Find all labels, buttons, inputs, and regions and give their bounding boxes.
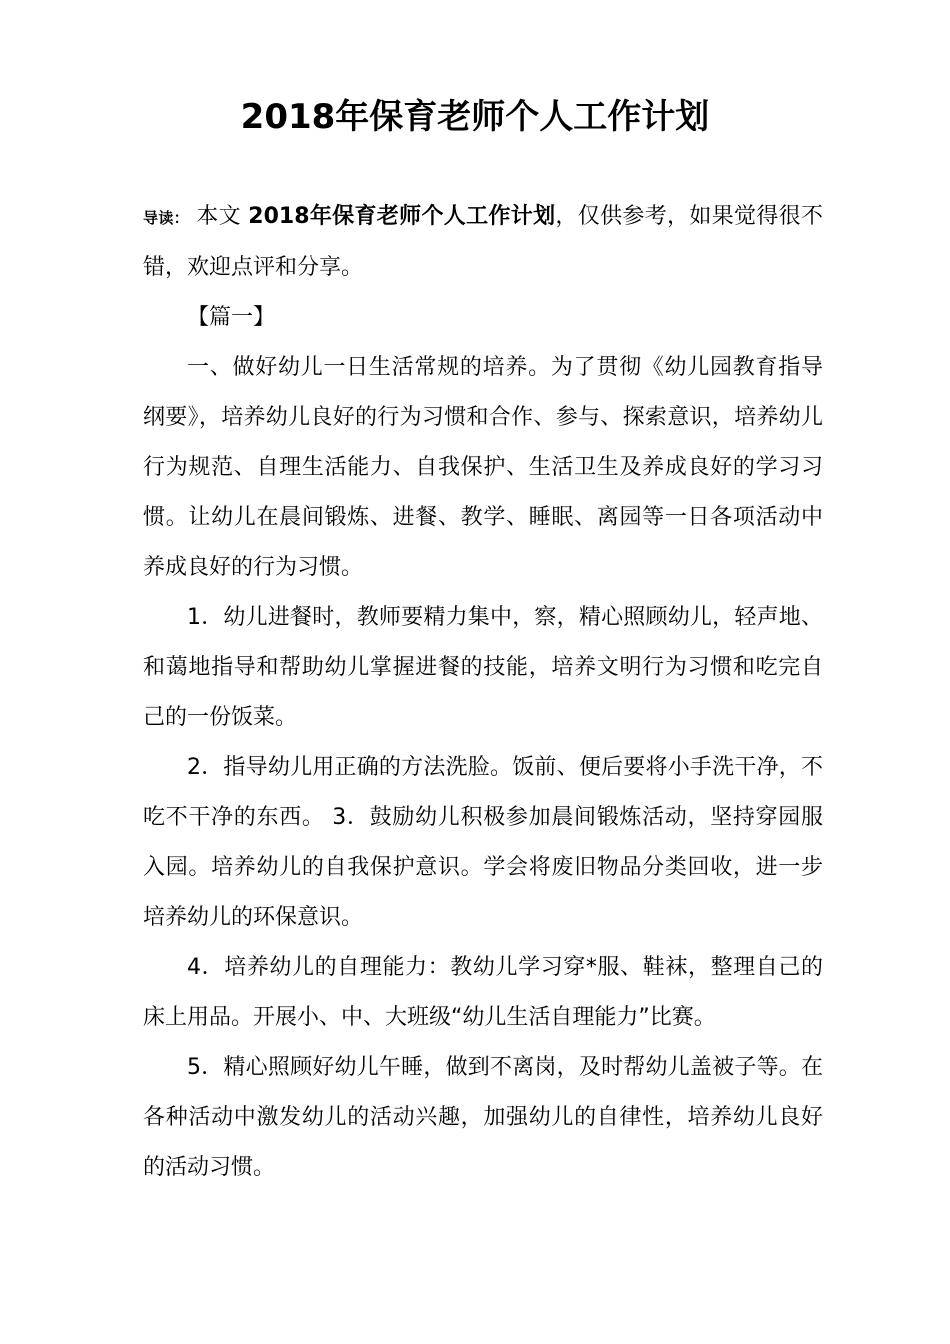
section-label: 【篇一】 [187,305,276,330]
intro-suffix: ，仅供参考，如果觉得很不错，欢迎点评和分享。 [143,204,823,280]
intro-prefix: 本文 [188,204,249,229]
intro-paragraph [143,192,823,293]
document-body [143,192,823,1193]
body-paragraph: 1．幼儿进餐时，教师要精力集中，察，精心照顾幼儿，轻声地、和蔼地指导和帮助幼儿掌握进餐的技能，培养文明行为习惯和吃完自己的一份饭菜。 [143,605,823,730]
body-paragraph: 一、做好幼儿一日生活常规的培养。为了贯彻《幼儿园教育指导纲要》，培养幼儿良好的行为习惯和合作、参与、探索意识，培养幼儿行为规范、自理生活能力、自我保护、生活卫生及养成良好的学习习惯。让幼儿在晨间锻炼、进餐、教学、睡眠、离园等一日各项活动中养成良好的行为习惯。 [143,355,823,580]
body-paragraph: 5．精心照顾好幼儿午睡，做到不离岗，及时帮幼儿盖被子等。在各种活动中激发幼儿的活动兴趣，加强幼儿的自律性，培养幼儿良好的活动习惯。 [143,1055,823,1180]
intro-doc-title: 2018年保育老师个人工作计划 [248,204,556,229]
document-title: 2018年保育老师个人工作计划 [240,97,710,137]
body-paragraph: 4．培养幼儿的自理能力：教幼儿学习穿*服、鞋袜，整理自己的床上用品。开展小、中、大班级“幼儿生活自理能力”比赛。 [143,955,823,1030]
intro-label: 导读： [143,209,189,227]
body-paragraph: 2．指导幼儿用正确的方法洗脸。饭前、便后要将小手洗干净，不吃不干净的东西。 3．鼓励幼儿积极参加晨间锻炼活动，坚持穿园服入园。培养幼儿的自我保护意识。学会将废旧物品分类回收，进一步培养幼儿的环保意识。 [143,755,823,930]
